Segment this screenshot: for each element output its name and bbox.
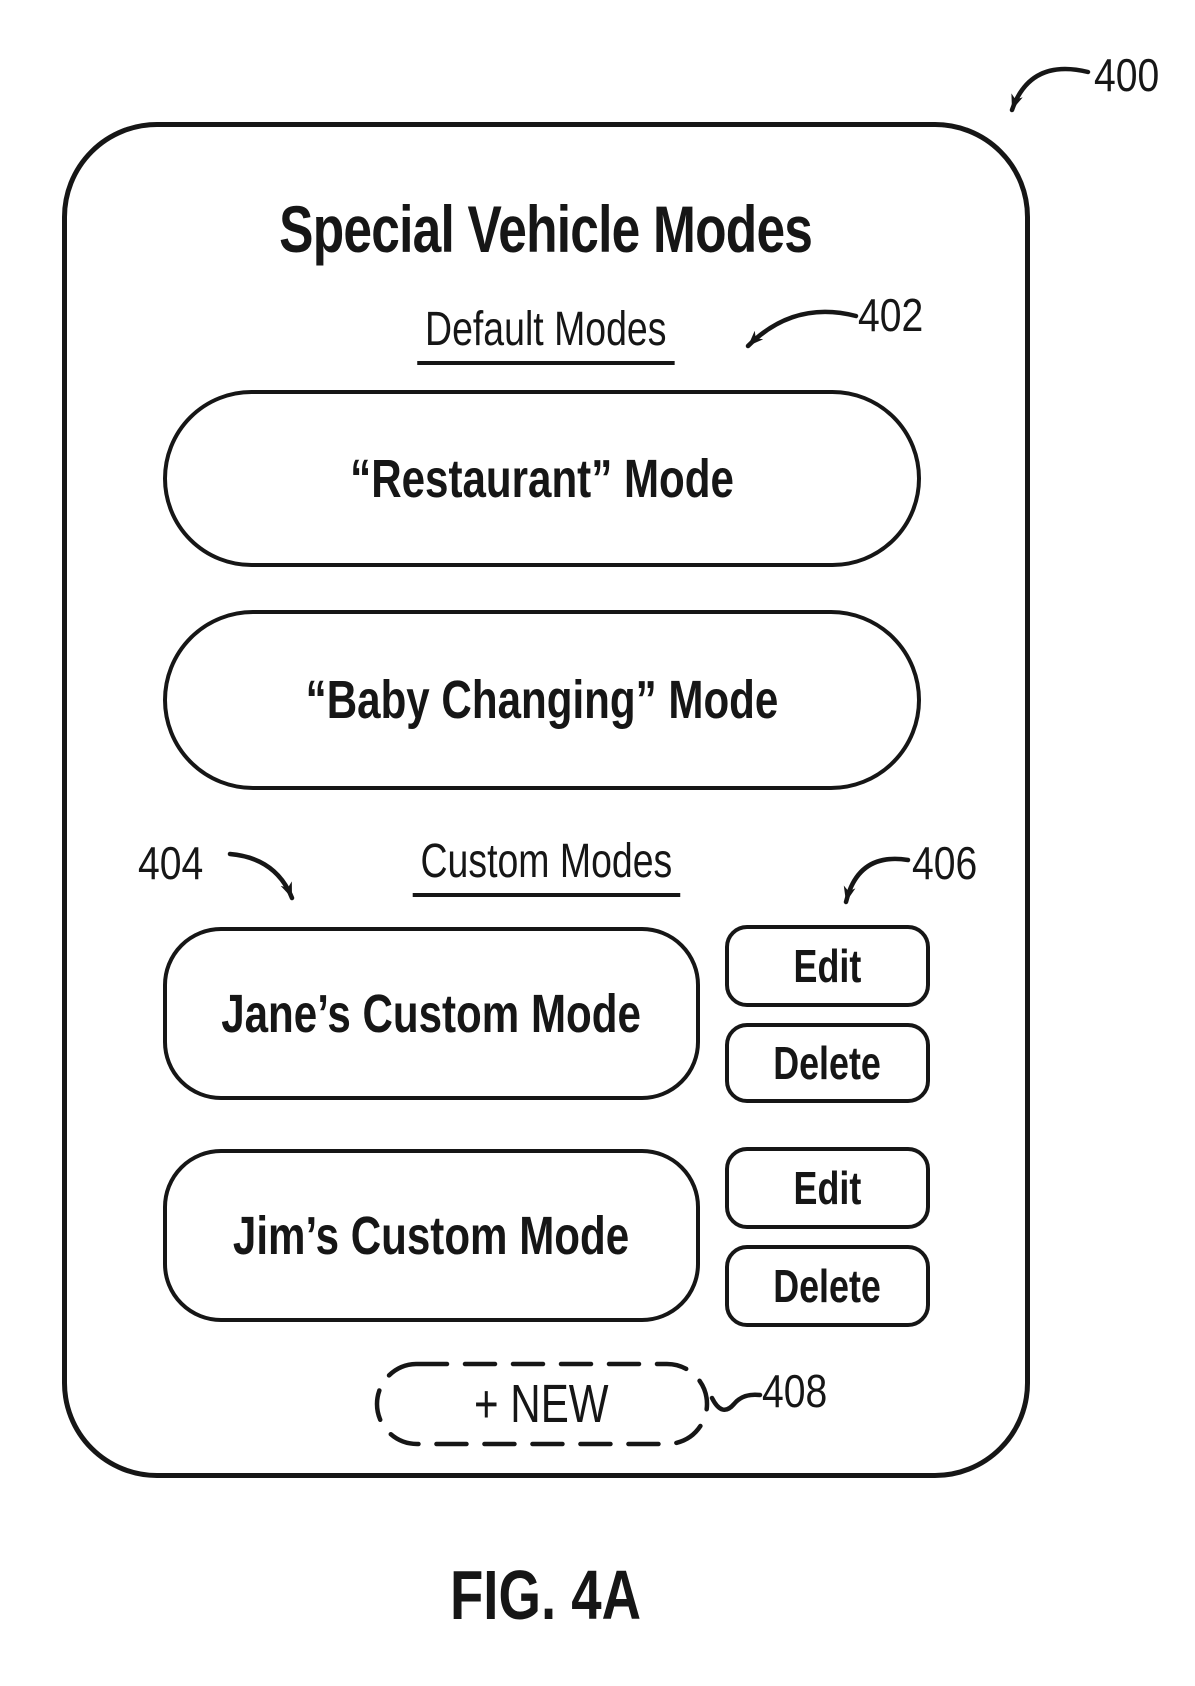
ref-label-406: 406: [912, 837, 978, 889]
new-mode-button-label: + NEW: [474, 1373, 609, 1434]
ref-label-408: 408: [762, 1365, 828, 1417]
figure-caption: FIG. 4A: [450, 1556, 642, 1634]
panel-title: [62, 192, 1030, 266]
restaurant-mode-button[interactable]: [163, 390, 921, 567]
baby-changing-mode-label: “Baby Changing” Mode: [305, 670, 779, 730]
jim-edit-button[interactable]: Edit: [725, 1147, 930, 1229]
jane-custom-mode-label: Jane’s Custom Mode: [221, 983, 642, 1044]
ref-label-404: 404: [138, 837, 204, 889]
jane-delete-button[interactable]: Delete: [725, 1023, 930, 1103]
ref-label-402: 402: [858, 289, 924, 341]
default-modes-section-label: Default Modes: [62, 306, 1030, 365]
baby-changing-mode-button[interactable]: [163, 610, 921, 790]
jim-delete-button[interactable]: Delete: [725, 1245, 930, 1327]
restaurant-mode-label: “Restaurant” Mode: [350, 448, 734, 509]
custom-modes-section-label: Custom Modes: [62, 838, 1030, 897]
jim-custom-mode-label: Jim’s Custom Mode: [233, 1205, 630, 1266]
jane-custom-mode-button[interactable]: [163, 927, 700, 1100]
new-mode-button[interactable]: [375, 1362, 708, 1445]
ref-label-400: 400: [1094, 49, 1160, 101]
jane-edit-button[interactable]: Edit: [725, 925, 930, 1007]
panel-title-text: Special Vehicle Modes: [279, 192, 813, 266]
jim-custom-mode-button[interactable]: [163, 1149, 700, 1322]
ref-400-arrow: [1012, 69, 1088, 110]
